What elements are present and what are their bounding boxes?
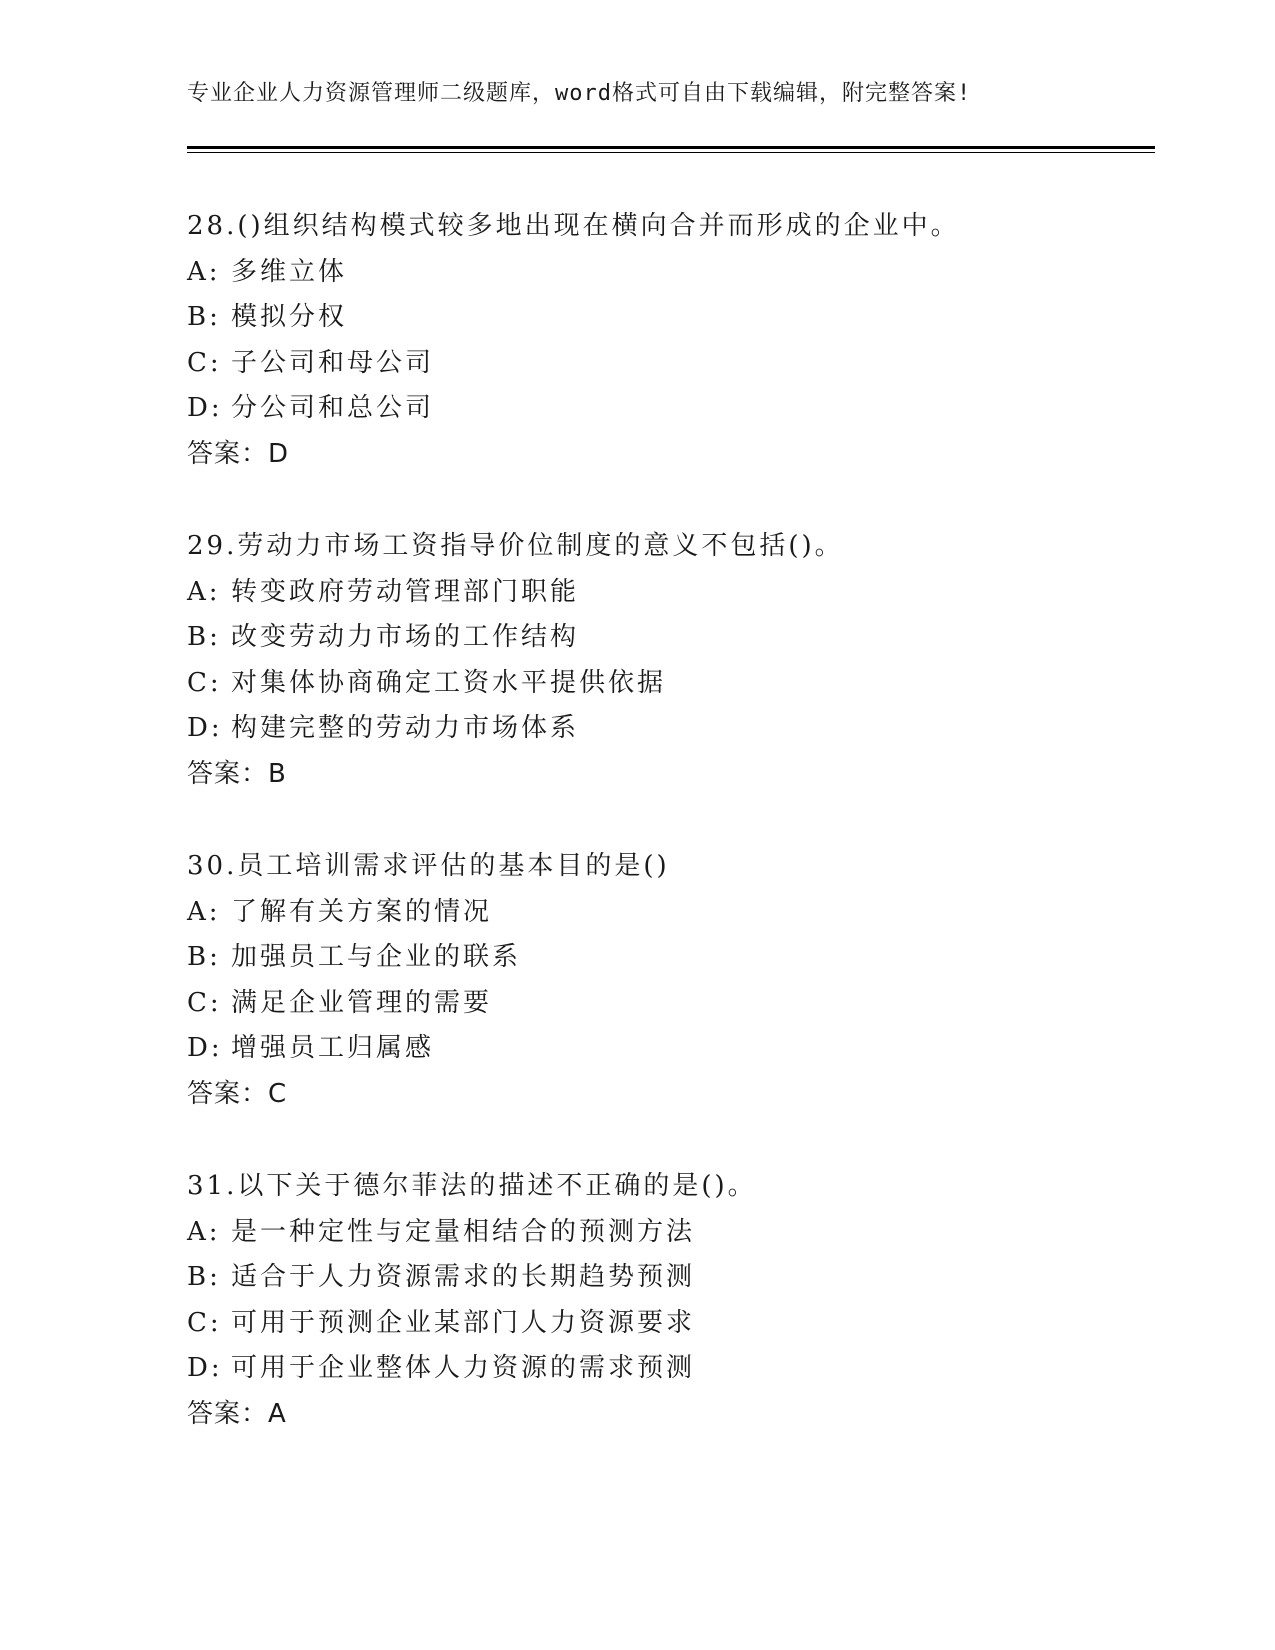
question-stem: 28.()组织结构模式较多地出现在横向合并而形成的企业中。: [187, 211, 960, 241]
answer-line: 答案：D: [187, 438, 290, 469]
option-key: C:: [187, 1307, 222, 1338]
option-text: 子公司和母公司: [231, 347, 435, 378]
option-a: [187, 250, 1167, 296]
option-a: [187, 890, 1167, 936]
option-d: [187, 706, 1167, 752]
option-d: [187, 386, 1167, 432]
question-stem: 30.员工培训需求评估的基本目的是(): [187, 851, 670, 881]
question-stem: 29.劳动力市场工资指导价位制度的意义不包括()。: [187, 531, 844, 561]
option-d: [187, 1026, 1167, 1072]
header-rule-thick: [187, 146, 1155, 149]
answer-line: 答案：B: [187, 758, 287, 789]
option-key: B:: [187, 942, 221, 972]
option-key: A:: [187, 1216, 221, 1247]
option-key: B:: [187, 622, 221, 652]
option-c: [187, 341, 1167, 387]
option-key: A:: [187, 576, 221, 607]
option-text: 增强员工归属感: [231, 1033, 435, 1063]
option-key: D:: [187, 713, 223, 743]
option-key: A:: [187, 896, 221, 927]
option-a: [187, 570, 1167, 616]
question-29: [187, 524, 1167, 844]
option-text: 模拟分权: [231, 302, 348, 332]
option-c: [187, 1301, 1167, 1347]
option-text: 转变政府劳动管理部门职能: [231, 576, 580, 607]
option-text: 多维立体: [231, 256, 348, 287]
answer-line: 答案：C: [187, 1078, 288, 1109]
option-c: [187, 981, 1167, 1027]
question-30: [187, 844, 1167, 1164]
option-key: C:: [187, 347, 222, 378]
option-text: 可用于企业整体人力资源的需求预测: [231, 1353, 696, 1383]
option-key: D:: [187, 393, 223, 423]
option-b: [187, 295, 1167, 341]
option-b: [187, 1255, 1167, 1301]
option-text: 对集体协商确定工资水平提供依据: [231, 667, 667, 698]
option-c: [187, 661, 1167, 707]
option-text: 适合于人力资源需求的长期趋势预测: [231, 1262, 696, 1292]
option-text: 构建完整的劳动力市场体系: [231, 713, 580, 743]
option-key: A:: [187, 256, 221, 287]
option-key: C:: [187, 667, 222, 698]
option-b: [187, 615, 1167, 661]
option-d: [187, 1346, 1167, 1392]
option-key: D:: [187, 1353, 223, 1383]
header-rule-thin: [187, 152, 1155, 153]
option-text: 了解有关方案的情况: [231, 896, 493, 927]
answer-line: 答案：A: [187, 1398, 287, 1429]
option-text: 改变劳动力市场的工作结构: [231, 622, 580, 652]
question-stem: 31.以下关于德尔菲法的描述不正确的是()。: [187, 1171, 757, 1201]
option-text: 满足企业管理的需要: [231, 987, 493, 1018]
option-a: [187, 1210, 1167, 1256]
option-b: [187, 935, 1167, 981]
question-28: [187, 204, 1167, 524]
option-key: B:: [187, 1262, 221, 1292]
option-text: 分公司和总公司: [231, 393, 435, 423]
option-text: 可用于预测企业某部门人力资源要求: [231, 1307, 696, 1338]
option-key: D:: [187, 1033, 223, 1063]
option-key: C:: [187, 987, 222, 1018]
question-list: [187, 204, 1167, 1484]
question-31: [187, 1164, 1167, 1484]
option-text: 是一种定性与定量相结合的预测方法: [231, 1216, 696, 1247]
option-text: 加强员工与企业的联系: [231, 942, 522, 972]
page-header: 专业企业人力资源管理师二级题库，word格式可自由下载编辑，附完整答案!: [187, 81, 972, 106]
option-key: B:: [187, 302, 221, 332]
